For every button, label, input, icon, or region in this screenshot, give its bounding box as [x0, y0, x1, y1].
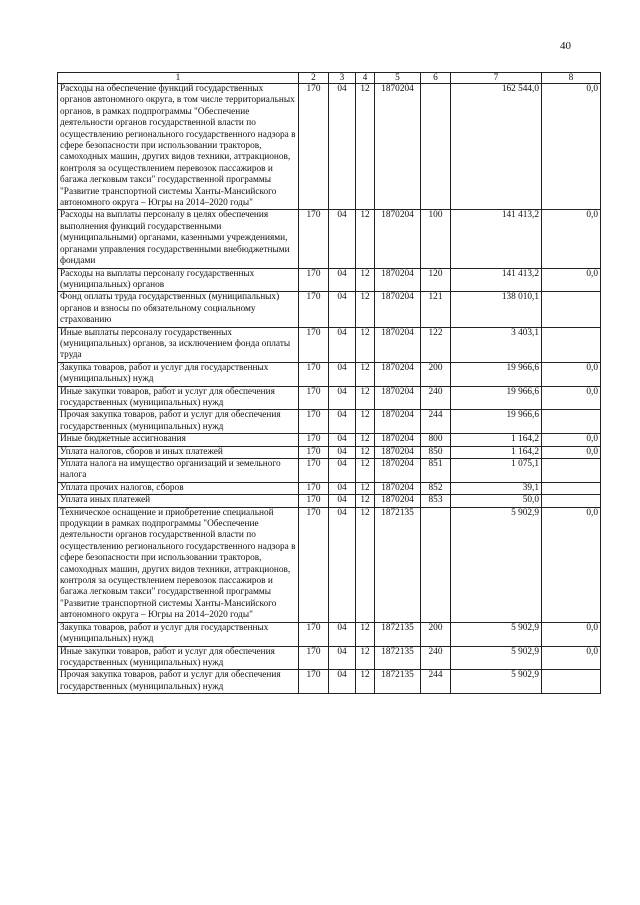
table-body [58, 84, 601, 694]
amount-cell: 0,0 [542, 210, 601, 268]
item-name-cell: Техническое оснащение и приобретение специальной продукции в рамках подпрограммы "Обеспечение деятельности органов государственной власти по осуществлению регионального государственного надзора в сфере безопасности при использовании тракторов, самоходных машин, других видов техники, аттракционов, контроля за осуществлением перевозок пассажиров и багажа легковым такси" государственной программы "Развитие транспортной системы Ханты-Мансийского автономного округа – Югры на 2014–2020 годы" [58, 507, 299, 622]
table-row [58, 386, 601, 410]
amount-cell: 0,0 [542, 646, 601, 670]
item-name-cell: Фонд оплаты труда государственных (муниципальных) органов и взносы по обязательному социальному страхованию [58, 292, 299, 327]
expense-type-cell [421, 84, 451, 210]
section-cell: 04 [329, 622, 356, 646]
item-name-cell: Уплата иных платежей [58, 495, 299, 507]
code-cell: 170 [299, 386, 329, 410]
amount-cell [542, 459, 601, 483]
header-cell: 8 [542, 73, 601, 84]
subsection-cell: 12 [356, 459, 375, 483]
section-cell: 04 [329, 84, 356, 210]
item-name-cell: Иные бюджетные ассигнования [58, 434, 299, 446]
code-cell: 170 [299, 446, 329, 458]
expense-type-cell: 240 [421, 646, 451, 670]
target-article-cell: 1870204 [375, 268, 421, 292]
section-cell: 04 [329, 446, 356, 458]
expense-type-cell: 122 [421, 327, 451, 362]
section-cell: 04 [329, 292, 356, 327]
expense-type-cell: 200 [421, 622, 451, 646]
section-cell: 04 [329, 434, 356, 446]
table-row [58, 495, 601, 507]
code-cell: 170 [299, 646, 329, 670]
subsection-cell: 12 [356, 210, 375, 268]
subsection-cell: 12 [356, 84, 375, 210]
amount-cell: 0,0 [542, 446, 601, 458]
subsection-cell: 12 [356, 622, 375, 646]
item-name-cell: Иные закупки товаров, работ и услуг для обеспечения государственных (муниципальных) нужд [58, 386, 299, 410]
code-cell: 170 [299, 327, 329, 362]
subsection-cell: 12 [356, 410, 375, 434]
code-cell: 170 [299, 268, 329, 292]
item-name-cell: Прочая закупка товаров, работ и услуг для обеспечения государственных (муниципальных) нужд [58, 670, 299, 694]
amount-cell [542, 292, 601, 327]
amount-cell: 141 413,2 [451, 268, 542, 292]
table-row [58, 482, 601, 494]
amount-cell [542, 670, 601, 694]
code-cell: 170 [299, 84, 329, 210]
table-row [58, 210, 601, 268]
code-cell: 170 [299, 210, 329, 268]
subsection-cell: 12 [356, 434, 375, 446]
section-cell: 04 [329, 459, 356, 483]
expense-type-cell: 850 [421, 446, 451, 458]
amount-cell: 1 164,2 [451, 434, 542, 446]
target-article-cell: 1872135 [375, 670, 421, 694]
amount-cell: 138 010,1 [451, 292, 542, 327]
item-name-cell: Расходы на обеспечение функций государственных органов автономного округа, в том числе территориальных органов, в рамках подпрограммы "Обеспечение деятельности органов государственной власти по осуществлению регионального государственного надзора в сфере безопасности при использовании тракторов, самоходных машин, других видов техники, аттракционов, контроля за осуществлением перевозок пассажиров и багажа легковым такси" государственной программы "Развитие транспортной системы Ханты-Мансийского автономного округа – Югры на 2014–2020 годы" [58, 84, 299, 210]
code-cell: 170 [299, 507, 329, 622]
target-article-cell: 1872135 [375, 622, 421, 646]
subsection-cell: 12 [356, 327, 375, 362]
code-cell: 170 [299, 495, 329, 507]
item-name-cell: Уплата прочих налогов, сборов [58, 482, 299, 494]
expense-type-cell: 800 [421, 434, 451, 446]
subsection-cell: 12 [356, 507, 375, 622]
code-cell: 170 [299, 622, 329, 646]
amount-cell: 1 075,1 [451, 459, 542, 483]
expense-type-cell [421, 507, 451, 622]
amount-cell: 0,0 [542, 362, 601, 386]
target-article-cell: 1870204 [375, 84, 421, 210]
amount-cell: 141 413,2 [451, 210, 542, 268]
target-article-cell: 1872135 [375, 507, 421, 622]
amount-cell: 162 544,0 [451, 84, 542, 210]
amount-cell [542, 495, 601, 507]
amount-cell [542, 482, 601, 494]
section-cell: 04 [329, 482, 356, 494]
amount-cell: 5 902,9 [451, 622, 542, 646]
target-article-cell: 1870204 [375, 410, 421, 434]
amount-cell: 0,0 [542, 84, 601, 210]
section-cell: 04 [329, 670, 356, 694]
section-cell: 04 [329, 646, 356, 670]
amount-cell: 0,0 [542, 386, 601, 410]
table-row [58, 84, 601, 210]
expense-type-cell: 852 [421, 482, 451, 494]
expense-type-cell: 240 [421, 386, 451, 410]
item-name-cell: Иные выплаты персоналу государственных (муниципальных) органов, за исключением фонда оплаты труда [58, 327, 299, 362]
amount-cell: 0,0 [542, 622, 601, 646]
target-article-cell: 1870204 [375, 292, 421, 327]
subsection-cell: 12 [356, 670, 375, 694]
expense-type-cell: 120 [421, 268, 451, 292]
section-cell: 04 [329, 362, 356, 386]
table-row [58, 646, 601, 670]
table-row [58, 410, 601, 434]
table-row [58, 268, 601, 292]
target-article-cell: 1870204 [375, 495, 421, 507]
amount-cell: 0,0 [542, 268, 601, 292]
amount-cell: 19 966,6 [451, 362, 542, 386]
table-row [58, 507, 601, 622]
item-name-cell: Уплата налогов, сборов и иных платежей [58, 446, 299, 458]
header-cell: 4 [356, 73, 375, 84]
amount-cell: 5 902,9 [451, 507, 542, 622]
subsection-cell: 12 [356, 268, 375, 292]
header-cell: 6 [421, 73, 451, 84]
section-cell: 04 [329, 507, 356, 622]
item-name-cell: Закупка товаров, работ и услуг для государственных (муниципальных) нужд [58, 622, 299, 646]
table-row [58, 622, 601, 646]
target-article-cell: 1870204 [375, 482, 421, 494]
table-row [58, 292, 601, 327]
table-row [58, 459, 601, 483]
amount-cell: 19 966,6 [451, 386, 542, 410]
target-article-cell: 1870204 [375, 210, 421, 268]
section-cell: 04 [329, 495, 356, 507]
code-cell: 170 [299, 459, 329, 483]
table-row [58, 327, 601, 362]
item-name-cell: Уплата налога на имущество организаций и земельного налога [58, 459, 299, 483]
code-cell: 170 [299, 410, 329, 434]
section-cell: 04 [329, 268, 356, 292]
code-cell: 170 [299, 670, 329, 694]
expense-type-cell: 100 [421, 210, 451, 268]
amount-cell: 19 966,6 [451, 410, 542, 434]
table-row [58, 670, 601, 694]
target-article-cell: 1870204 [375, 446, 421, 458]
header-cell: 7 [451, 73, 542, 84]
amount-cell: 3 403,1 [451, 327, 542, 362]
amount-cell [542, 327, 601, 362]
target-article-cell: 1870204 [375, 459, 421, 483]
amount-cell [542, 410, 601, 434]
header-cell: 3 [329, 73, 356, 84]
header-cell: 2 [299, 73, 329, 84]
section-cell: 04 [329, 210, 356, 268]
target-article-cell: 1872135 [375, 646, 421, 670]
code-cell: 170 [299, 434, 329, 446]
code-cell: 170 [299, 362, 329, 386]
item-name-cell: Иные закупки товаров, работ и услуг для обеспечения государственных (муниципальных) нужд [58, 646, 299, 670]
subsection-cell: 12 [356, 446, 375, 458]
item-name-cell: Закупка товаров, работ и услуг для государственных (муниципальных) нужд [58, 362, 299, 386]
subsection-cell: 12 [356, 495, 375, 507]
item-name-cell: Расходы на выплаты персоналу в целях обеспечения выполнения функций государственными (муниципальными) органами, казенными учреждениями, органами управления государственными внебюджетными фондами [58, 210, 299, 268]
item-name-cell: Прочая закупка товаров, работ и услуг для обеспечения государственных (муниципальных) нужд [58, 410, 299, 434]
expense-type-cell: 853 [421, 495, 451, 507]
table-row [58, 362, 601, 386]
section-cell: 04 [329, 386, 356, 410]
expense-type-cell: 200 [421, 362, 451, 386]
section-cell: 04 [329, 410, 356, 434]
header-row [58, 73, 601, 84]
page-number: 40 [560, 40, 571, 52]
item-name-cell: Расходы на выплаты персоналу государственных (муниципальных) органов [58, 268, 299, 292]
expense-type-cell: 121 [421, 292, 451, 327]
table-row [58, 446, 601, 458]
code-cell: 170 [299, 482, 329, 494]
amount-cell: 0,0 [542, 434, 601, 446]
code-cell: 170 [299, 292, 329, 327]
expense-type-cell: 851 [421, 459, 451, 483]
amount-cell: 5 902,9 [451, 646, 542, 670]
amount-cell: 50,0 [451, 495, 542, 507]
table-row [58, 434, 601, 446]
amount-cell: 0,0 [542, 507, 601, 622]
amount-cell: 5 902,9 [451, 670, 542, 694]
subsection-cell: 12 [356, 292, 375, 327]
subsection-cell: 12 [356, 646, 375, 670]
amount-cell: 39,1 [451, 482, 542, 494]
header-cell: 5 [375, 73, 421, 84]
target-article-cell: 1870204 [375, 362, 421, 386]
subsection-cell: 12 [356, 386, 375, 410]
budget-table [57, 72, 601, 694]
expense-type-cell: 244 [421, 410, 451, 434]
section-cell: 04 [329, 327, 356, 362]
target-article-cell: 1870204 [375, 434, 421, 446]
subsection-cell: 12 [356, 362, 375, 386]
target-article-cell: 1870204 [375, 386, 421, 410]
target-article-cell: 1870204 [375, 327, 421, 362]
expense-type-cell: 244 [421, 670, 451, 694]
header-cell: 1 [58, 73, 299, 84]
amount-cell: 1 164,2 [451, 446, 542, 458]
subsection-cell: 12 [356, 482, 375, 494]
